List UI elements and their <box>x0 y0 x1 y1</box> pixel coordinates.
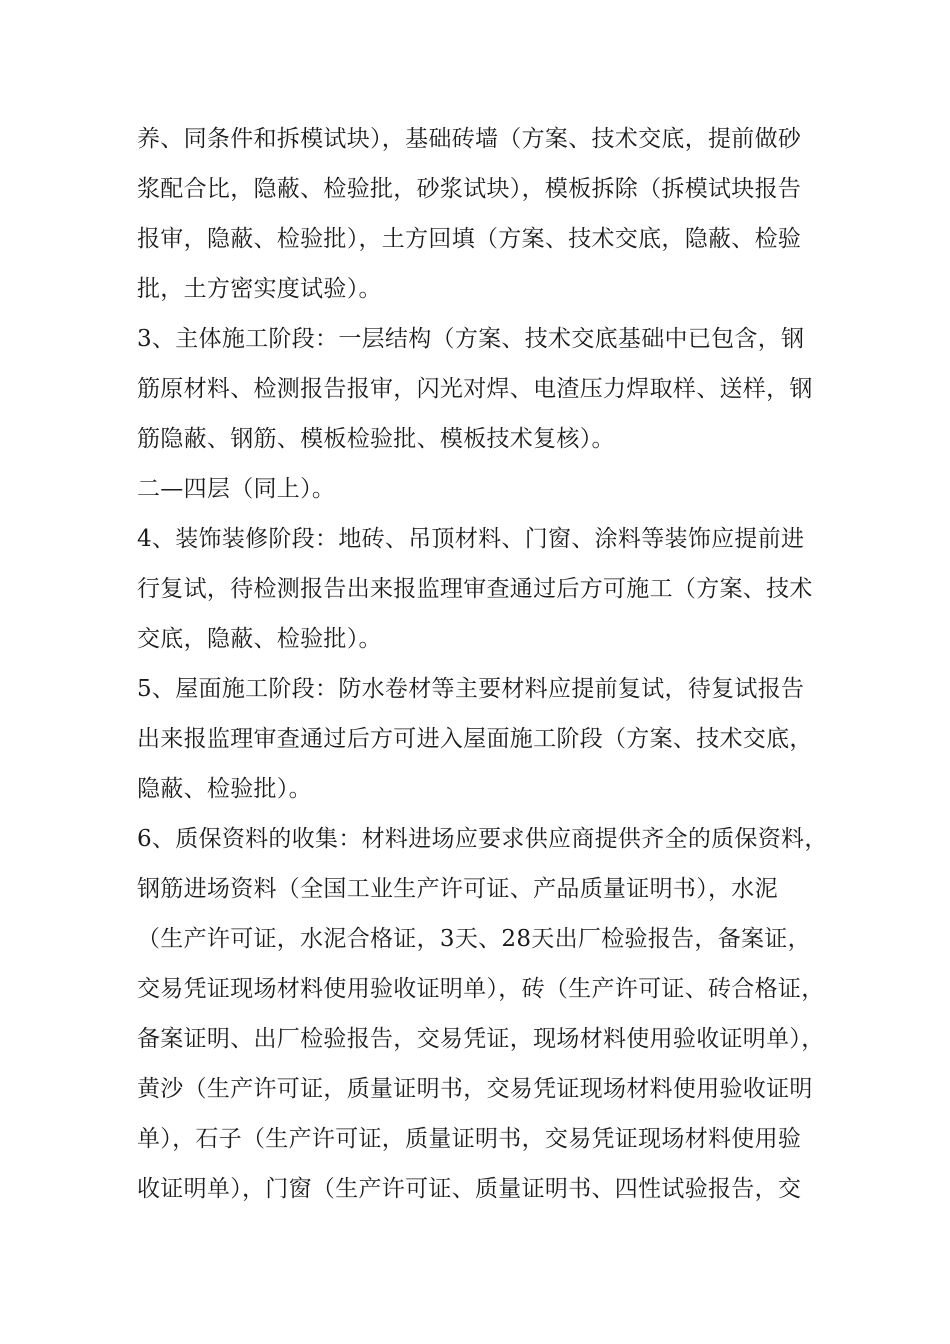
text-line: 出来报监理审查通过后方可进入屋面施工阶段（方案、技术交底， <box>137 726 813 752</box>
text-line: 养、同条件和拆模试块），基础砖墙（方案、技术交底，提前做砂 <box>137 126 802 152</box>
text-line: 备案证明、出厂检验报告，交易凭证，现场材料使用验收证明单）， <box>137 1026 825 1052</box>
text-line: 行复试，待检测报告出来报监理审查通过后方可施工（方案、技术 <box>137 576 813 602</box>
text-line: 6、质保资料的收集：材料进场应要求供应商提供齐全的质保资料， <box>137 826 828 852</box>
text-line: 收证明单），门窗（生产许可证、质量证明书、四性试验报告，交 <box>137 1176 802 1202</box>
text-line: 浆配合比，隐蔽、检验批，砂浆试块），模板拆除（拆模试块报告 <box>137 176 802 202</box>
text-line: 二—四层（同上）。 <box>137 476 336 502</box>
text-line: 报审，隐蔽、检验批），土方回填（方案、技术交底，隐蔽、检验 <box>137 226 802 252</box>
text-line: 交易凭证现场材料使用验收证明单），砖（生产许可证、砖合格证， <box>137 976 825 1002</box>
text-line: 批，土方密实度试验）。 <box>137 276 382 302</box>
text-line: 筋隐蔽、钢筋、模板检验批、模板技术复核）。 <box>137 426 615 452</box>
text-line: 5、屋面施工阶段：防水卷材等主要材料应提前复试，待复试报告 <box>137 676 805 702</box>
text-line: 隐蔽、检验批）。 <box>137 776 312 802</box>
text-line: 钢筋进场资料（全国工业生产许可证、产品质量证明书），水泥 <box>137 876 778 902</box>
text-line: 4、装饰装修阶段：地砖、吊顶材料、门窗、涂料等装饰应提前进 <box>137 526 805 552</box>
text-line: （生产许可证，水泥合格证，3天、28天出厂检验报告，备案证， <box>137 926 811 952</box>
text-line: 交底，隐蔽、检验批）。 <box>137 626 382 652</box>
text-line: 3、主体施工阶段：一层结构（方案、技术交底基础中已包含，钢 <box>137 326 805 352</box>
text-line: 黄沙（生产许可证，质量证明书，交易凭证现场材料使用验收证明 <box>137 1076 813 1102</box>
text-line: 筋原材料、检测报告报审，闪光对焊、电渣压力焊取样、送样，钢 <box>137 376 813 402</box>
text-line: 单），石子（生产许可证，质量证明书，交易凭证现场材料使用验 <box>137 1126 802 1152</box>
